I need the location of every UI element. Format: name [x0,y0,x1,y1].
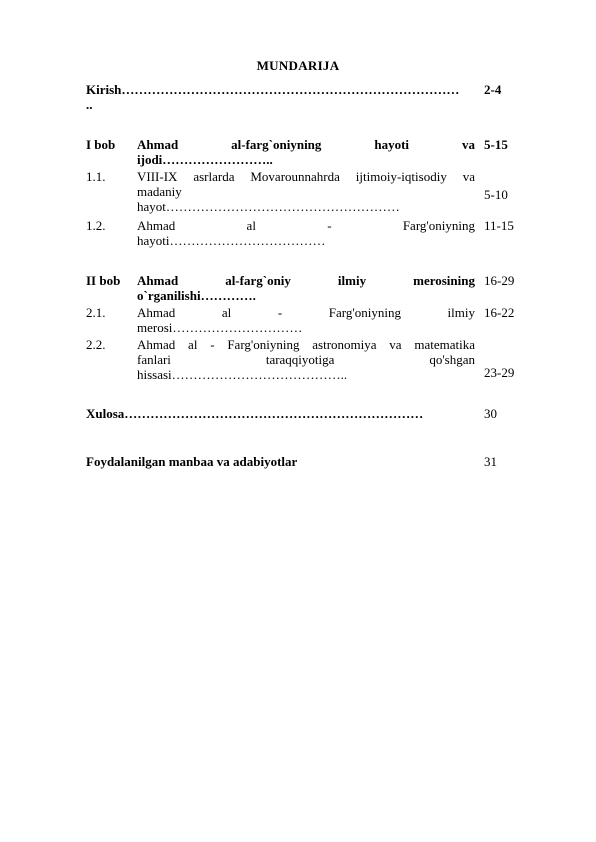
toc-entry-text [137,169,475,214]
toc-entry-text [137,273,475,303]
toc-section-number: 1.1. [86,169,106,184]
toc-section-number: 2.1. [86,305,106,320]
toc-line: hayot……………………………………………… [137,199,400,214]
toc-entry-text [137,305,475,335]
toc-line: Xulosa…………………………………………………………… [86,406,424,421]
toc-page-number: 16-29 [484,273,515,288]
toc-page-number: 5-15 [484,137,508,152]
toc-chapter-number: I bob [86,137,116,152]
toc-page-number: 23-29 [484,365,515,380]
toc-page-number: 31 [484,454,497,469]
toc-section-number: 2.2. [86,337,106,352]
page-title: MUNDARIJA [256,58,340,73]
toc-line: ijodi…………………….. [137,152,273,167]
toc-line: Foydalanilgan manbaa va adabiyotlar [86,454,298,469]
toc-page-number: 16-22 [484,305,515,320]
toc-entry-text [137,137,475,167]
toc-page-number: 5-10 [484,187,508,202]
toc-page-number: 2-4 [484,82,502,97]
toc-line: hayoti……………………………… [137,233,326,248]
toc-line: Ahmad al-farg`oniy ilmiy merosining [137,273,475,288]
toc-line: .. [86,97,93,112]
toc-line: fanlari taraqqiyotiga qo'shgan [137,352,475,367]
toc-line: Ahmad al - Farg'oniyning [137,218,475,233]
toc-line: Kirish…………………………………………………………………… [86,82,460,97]
toc-chapter-number: II bob [86,273,121,288]
toc-page-number: 11-15 [484,218,514,233]
toc-entry-text [137,337,475,382]
toc-line: madaniy [137,184,182,199]
toc-line: o`rganilishi…………. [137,288,256,303]
toc-page-number: 30 [484,406,497,421]
toc-line: merosi………………………… [137,320,303,335]
toc-line: Ahmad al - Farg'oniyning ilmiy [137,305,475,320]
toc-entry-text [137,218,475,248]
toc-entry-text [86,82,474,112]
toc-line: Ahmad al - Farg'oniyning astronomiya va matematika [137,337,475,352]
toc-line: hissasi………………………………….. [137,367,348,382]
toc-line: Ahmad al-farg`oniyning hayoti va [137,137,475,152]
toc-line: VIII-IX asrlarda Movarounnahrda ijtimoiy-iqtisodiy va [137,169,475,184]
toc-section-number: 1.2. [86,218,106,233]
toc-entry-text [86,406,474,421]
toc-entry-text [86,454,474,469]
